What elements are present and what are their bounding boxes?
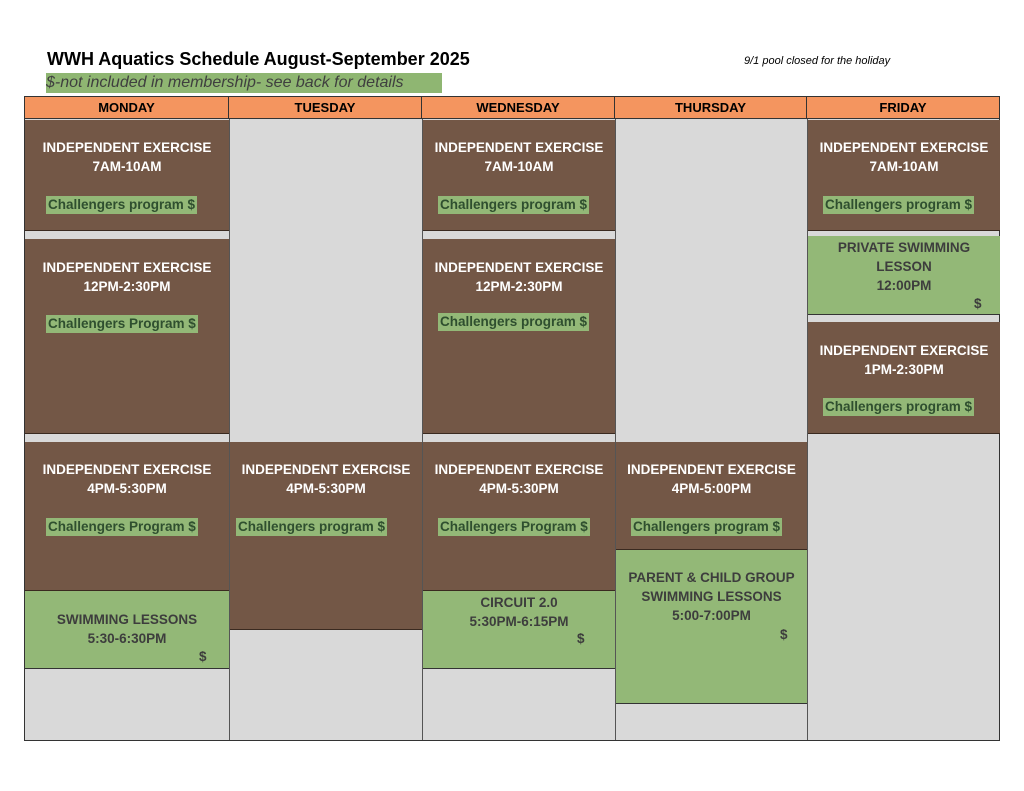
block-time: 7AM-10AM: [484, 159, 554, 174]
challengers-program-label: Challengers Program $: [48, 316, 196, 331]
friday-private-swimming-lesson: [808, 236, 1000, 315]
header-thursday: THURSDAY: [615, 97, 807, 119]
block-time: 12PM-2:30PM: [475, 279, 563, 294]
block-time: 5:00-7:00PM: [672, 608, 751, 623]
block-title: INDEPENDENT EXERCISE: [42, 140, 212, 155]
page-title: WWH Aquatics Schedule August-September 2025: [47, 49, 470, 69]
block-title: INDEPENDENT EXERCISE: [42, 462, 212, 477]
fee-indicator: $: [974, 296, 982, 311]
block-time: 7AM-10AM: [92, 159, 162, 174]
friday-independent-exercise-morning: [808, 120, 1000, 231]
block-time: 4PM-5:30PM: [87, 481, 167, 496]
holiday-note: 9/1 pool closed for the holiday: [744, 55, 891, 67]
block-title: PARENT & CHILD GROUP: [628, 570, 795, 585]
thursday-independent-exercise-evening: [616, 442, 807, 550]
column-divider: [229, 119, 230, 740]
block-title: PRIVATE SWIMMING: [837, 240, 971, 255]
block-title: INDEPENDENT EXERCISE: [819, 140, 989, 155]
challengers-program-label: Challengers program $: [48, 197, 196, 212]
challengers-program-label: Challengers program $: [825, 197, 973, 212]
monday-independent-exercise-evening: [25, 442, 229, 591]
block-title: INDEPENDENT EXERCISE: [819, 343, 989, 358]
block-time: 5:30PM-6:15PM: [469, 614, 569, 629]
block-title: SWIMMING LESSONS: [56, 612, 198, 627]
challengers-program-label: Challengers program $: [633, 519, 781, 534]
block-time: 5:30-6:30PM: [87, 631, 167, 646]
block-title: INDEPENDENT EXERCISE: [434, 260, 604, 275]
thursday-parent-child-swimming-lessons: [616, 550, 807, 704]
block-title: CIRCUIT 2.0: [480, 595, 558, 610]
challengers-program-label: Challengers Program $: [48, 519, 196, 534]
challengers-program-label: Challengers Program $: [440, 519, 588, 534]
block-title: INDEPENDENT EXERCISE: [241, 462, 411, 477]
friday-independent-exercise-afternoon: [808, 322, 1000, 434]
block-time: 4PM-5:00PM: [671, 481, 752, 496]
header-monday: MONDAY: [25, 97, 229, 119]
block-time: 12:00PM: [876, 278, 932, 293]
monday-independent-exercise-midday: [25, 239, 229, 434]
block-time: 4PM-5:30PM: [286, 481, 366, 496]
block-title: INDEPENDENT EXERCISE: [627, 462, 796, 477]
tuesday-independent-exercise-evening: [230, 442, 422, 630]
challengers-program-label: Challengers program $: [825, 399, 973, 414]
monday-swimming-lessons: [25, 591, 229, 669]
challengers-program-label: Challengers program $: [440, 197, 588, 212]
wednesday-independent-exercise-evening: [423, 442, 615, 591]
monday-independent-exercise-morning: [25, 120, 229, 231]
fee-indicator: $: [199, 649, 207, 664]
block-time: 12PM-2:30PM: [83, 279, 171, 294]
challengers-program-label: Challengers program $: [238, 519, 386, 534]
block-title-line2: LESSON: [876, 259, 932, 274]
block-title-line2: SWIMMING LESSONS: [641, 589, 782, 604]
block-time: 1PM-2:30PM: [864, 362, 944, 377]
header-tuesday: TUESDAY: [229, 97, 422, 119]
block-title: INDEPENDENT EXERCISE: [434, 462, 604, 477]
wednesday-independent-exercise-midday: [423, 239, 615, 434]
block-time: 4PM-5:30PM: [479, 481, 559, 496]
block-title: INDEPENDENT EXERCISE: [434, 140, 604, 155]
pricing-note: $-not included in membership- see back for details: [46, 73, 442, 93]
block-title: INDEPENDENT EXERCISE: [42, 260, 212, 275]
wednesday-independent-exercise-morning: [423, 120, 615, 231]
header-wednesday: WEDNESDAY: [422, 97, 615, 119]
fee-indicator: $: [780, 627, 788, 642]
wednesday-circuit-class: [423, 591, 615, 669]
header-friday: FRIDAY: [807, 97, 999, 119]
challengers-program-label: Challengers program $: [440, 314, 588, 329]
fee-indicator: $: [577, 631, 585, 646]
schedule-grid: [24, 96, 1000, 741]
block-time: 7AM-10AM: [869, 159, 939, 174]
